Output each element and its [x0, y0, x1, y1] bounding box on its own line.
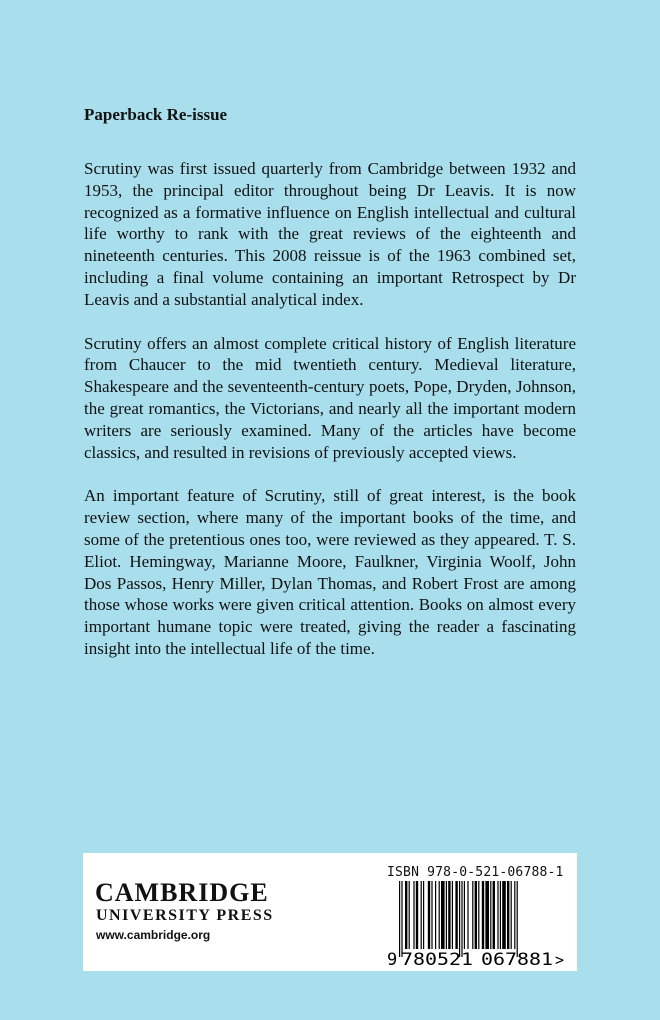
barcode-bar — [409, 881, 410, 949]
paragraph-history: Scrutiny was first issued quarterly from Cambridge between 1932 and 1953, the principal editor throughout being Dr Leavis. It is now recognized as a formative influence on English intellectual and cultural life worthy to rank with the great reviews of the eighteenth and nineteenth centuries. This 2008 reissue is of the 1963 combined set, including a final volume containing an important Retrospect by Dr Leavis and a substantial analytical index. — [84, 159, 576, 309]
publisher-name: CAMBRIDGE — [95, 878, 269, 907]
barcode-bar — [423, 881, 424, 949]
barcode-bar — [517, 881, 518, 957]
publisher-press: UNIVERSITY PRESS — [96, 907, 274, 924]
barcode-bar — [514, 881, 515, 949]
paragraph-critical-history: Scrutiny offers an almost complete critical history of English literature from Chaucer to the mid twentieth century. Medieval literature, Shakespeare and the seventeenth-century poets, Pope, Dryden, Johnson, the great romantics, the Victorians, and nearly all the important modern writers are seriously examined. Many of the articles have become classics, and resulted in revisions of previously accepted views. — [84, 333, 576, 462]
barcode-bar — [459, 881, 460, 957]
barcode-bar — [439, 881, 440, 949]
barcode-bar — [448, 881, 450, 949]
barcode-bar — [493, 881, 495, 949]
barcode-bar — [490, 881, 491, 949]
barcode-bar — [405, 881, 407, 949]
barcode-bar — [431, 881, 432, 949]
barcode-bar — [452, 881, 453, 949]
barcode-digit-lead: 9 — [387, 950, 398, 967]
barcode-bar — [482, 881, 484, 949]
barcode-bars — [399, 881, 518, 957]
barcode — [385, 881, 565, 967]
barcode-bar — [497, 881, 498, 949]
barcode-bar — [428, 881, 430, 949]
barcode-bar — [401, 881, 402, 957]
barcode-bar — [399, 881, 400, 957]
barcode-bar — [446, 881, 447, 949]
barcode-bar — [461, 881, 462, 957]
barcode-bar — [502, 881, 506, 949]
barcode-bar — [435, 881, 436, 949]
barcode-bar — [511, 881, 512, 949]
barcode-bar — [478, 881, 479, 949]
barcode-bar — [421, 881, 422, 949]
barcode-digits-left: 780521 — [401, 950, 473, 967]
barcode-bar — [485, 881, 489, 949]
barcode-bar — [455, 881, 457, 949]
barcode-bar — [467, 881, 468, 949]
barcode-bar — [441, 881, 445, 949]
barcode-bar — [413, 881, 414, 949]
publisher-panel — [83, 853, 577, 971]
barcode-bar — [475, 881, 477, 949]
barcode-bar — [464, 881, 465, 949]
barcode-bar — [507, 881, 509, 949]
barcode-bar — [500, 881, 501, 949]
publisher-url: www.cambridge.org — [96, 928, 211, 942]
barcode-quiet-mark: > — [555, 951, 565, 967]
barcode-bar — [416, 881, 418, 949]
back-cover-text — [84, 104, 576, 682]
barcode-bar — [472, 881, 473, 949]
isbn-label: ISBN 978-0-521-06788-1 — [387, 865, 564, 880]
paragraph-review-section: An important feature of Scrutiny, still of great interest, is the book review section, where many of the important books of the time, and some of the pretentious ones too, were reviewed as they appeared. T. S. Eliot. Hemingway, Marianne Moore, Faulkner, Virginia Woolf, John Dos Passos, Henry Miller, Dylan Thomas, and Robert Frost are among those whose works were given critical attention. Books on almost every important humane topic were treated, giving the reader a fascinating insight into the intellectual life of the time. — [84, 486, 576, 658]
section-heading: Paperback Re-issue — [84, 105, 228, 124]
barcode-digits-right: 067881 — [481, 950, 553, 967]
